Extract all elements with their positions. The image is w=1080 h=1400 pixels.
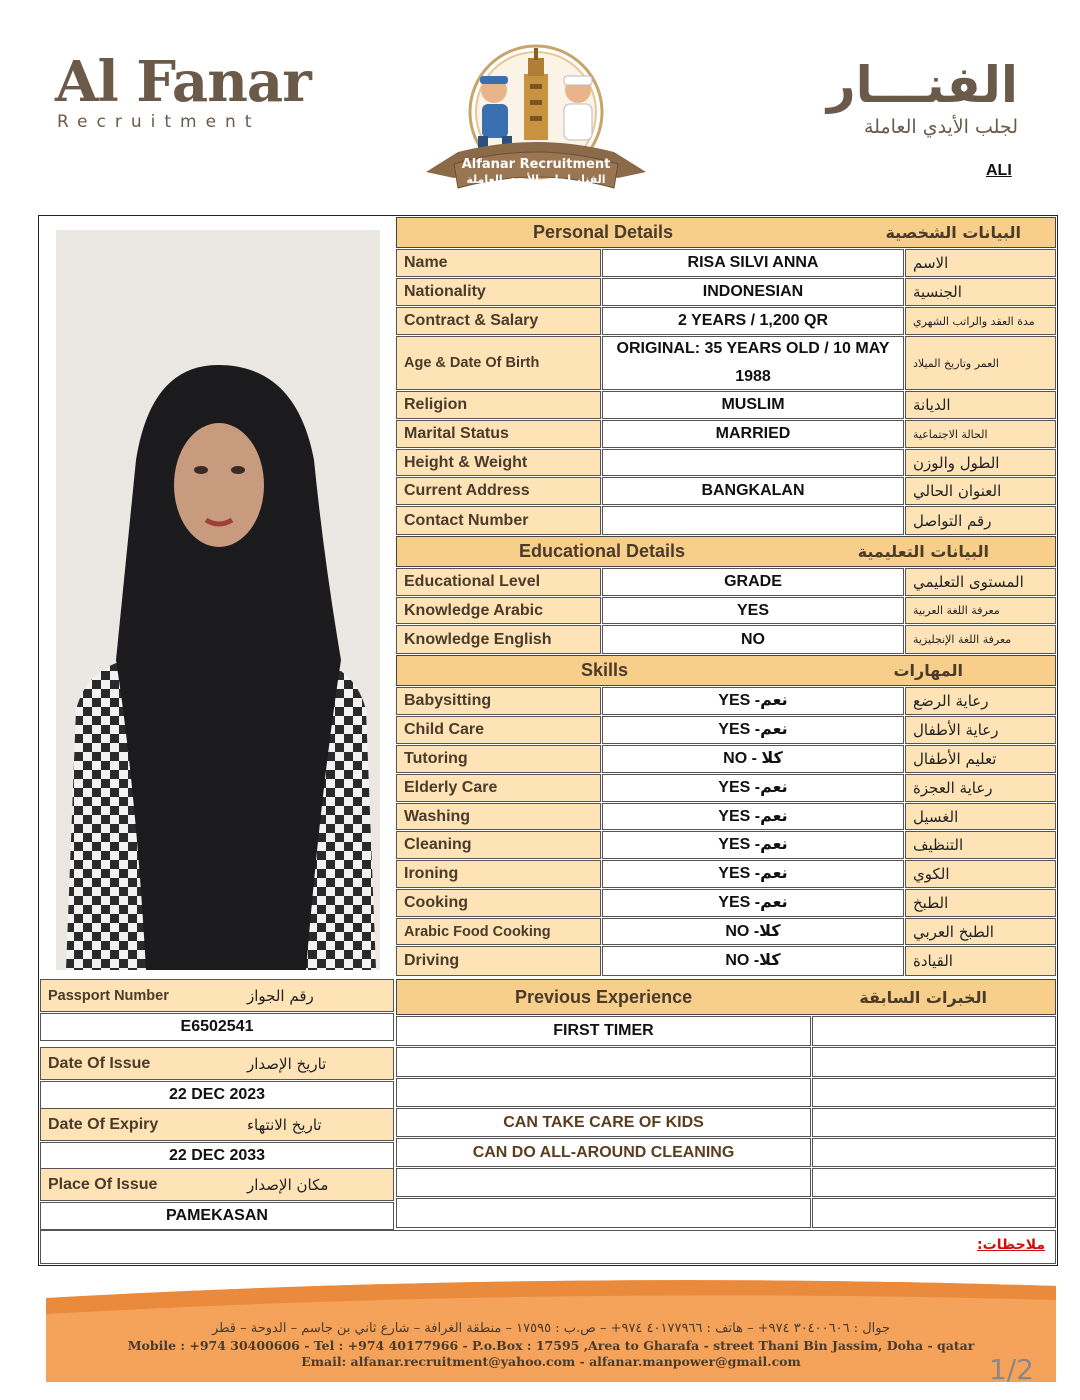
- personal-label: Current Address: [396, 477, 601, 505]
- experience-item: [396, 1168, 811, 1197]
- experience-item-extra: [812, 1016, 1056, 1046]
- experience-item: [396, 1198, 811, 1228]
- personal-label: Height & Weight: [396, 449, 601, 476]
- personal-value: MARRIED: [602, 420, 904, 448]
- skills-label-ar: القيادة: [905, 946, 1056, 976]
- skills-label-ar: الكوي: [905, 860, 1056, 888]
- footer-contact: [46, 1320, 1056, 1370]
- education-value: YES: [602, 597, 904, 624]
- footer: [46, 1270, 1056, 1392]
- skills-label-ar: الغسيل: [905, 803, 1056, 830]
- personal-label: Name: [396, 249, 601, 277]
- experience-title-en: Previous Experience: [515, 986, 693, 1007]
- company-emblem-icon: [418, 40, 654, 210]
- experience-item: CAN DO ALL-AROUND CLEANING: [396, 1138, 811, 1167]
- skills-label-ar: الطبخ العربي: [905, 918, 1056, 945]
- experience-item-extra: [812, 1198, 1056, 1228]
- skills-label-ar: رعاية الأطفال: [905, 716, 1056, 744]
- personal-label: Nationality: [396, 278, 601, 306]
- personal-label: Age & Date Of Birth: [396, 336, 601, 390]
- personal-label-ar: الجنسية: [905, 278, 1056, 306]
- skills-value: NO - كلا: [602, 745, 904, 773]
- footer-email: Email: alfanar.recruitment@yahoo.com - alfanar.manpower@gmail.com: [301, 1354, 801, 1369]
- skills-value: YES -نعم: [602, 803, 904, 830]
- section-header-experience: [396, 979, 1056, 1015]
- logo-arabic-title: الفنـــار: [826, 56, 1018, 114]
- skills-label: Child Care: [396, 716, 601, 744]
- experience-item-extra: [812, 1168, 1056, 1197]
- education-title-en: Educational Details: [519, 541, 686, 561]
- passport-value: 22 DEC 2023: [40, 1081, 394, 1109]
- skills-label: Tutoring: [396, 745, 601, 773]
- personal-value: RISA SILVI ANNA: [602, 249, 904, 277]
- skills-value: YES -نعم: [602, 687, 904, 715]
- agent-tag: ALI: [986, 162, 1012, 179]
- skills-label: Arabic Food Cooking: [396, 918, 601, 945]
- personal-value: 2 YEARS / 1,200 QR: [602, 307, 904, 335]
- person-photo-icon: [56, 230, 380, 970]
- passport-label: Passport Number: [40, 979, 394, 1012]
- candidate-photo: [56, 230, 380, 970]
- passport-label: Date Of Expiry: [40, 1108, 394, 1141]
- passport-label-ar: تاريخ الإصدار: [247, 1054, 327, 1073]
- education-label: Educational Level: [396, 568, 601, 596]
- skills-title-ar: المهارات: [893, 661, 963, 680]
- skills-label: Babysitting: [396, 687, 601, 715]
- footer-contact-ar: جوال : ٣٠٤٠٠٦٠٦ ٩٧٤+ – هاتف : ٤٠١٧٧٩٦٦ ٩٧٤+ – ص.ب : ١٧٥٩٥ – منطقة الغرافة – شارع ثاني بن جاسم – الدوحة – قطر: [211, 1321, 891, 1336]
- education-label-ar: معرفة اللغة العربية: [905, 597, 1056, 624]
- personal-value: [602, 506, 904, 535]
- experience-item-extra: [812, 1108, 1056, 1137]
- passport-label-ar: رقم الجواز: [247, 986, 314, 1005]
- experience-title-ar: الخبرات السابقة: [859, 987, 987, 1007]
- personal-title-ar: البيانات الشخصية: [885, 223, 1021, 242]
- section-header-skills: [396, 655, 1056, 686]
- personal-label-ar: مدة العقد والراتب الشهري: [905, 307, 1056, 335]
- page-number: 1/2: [988, 1353, 1034, 1386]
- skills-label: Elderly Care: [396, 774, 601, 802]
- personal-label-ar: العمر وتاريخ الميلاد: [905, 336, 1056, 390]
- passport-label-ar: مكان الإصدار: [247, 1175, 329, 1194]
- education-label-ar: معرفة اللغة الإنجليزية: [905, 625, 1056, 654]
- experience-item-extra: [812, 1078, 1056, 1107]
- experience-item: [396, 1078, 811, 1107]
- notes-box: [40, 1230, 1056, 1264]
- experience-item: CAN TAKE CARE OF KIDS: [396, 1108, 811, 1137]
- logo-arabic-subtitle: لجلب الأيدي العاملة: [863, 116, 1018, 138]
- skills-value: YES -نعم: [602, 889, 904, 917]
- personal-value: INDONESIAN: [602, 278, 904, 306]
- personal-label-ar: العنوان الحالي: [905, 477, 1056, 505]
- logo-arabic: [827, 56, 1018, 138]
- personal-label-ar: الاسم: [905, 249, 1056, 277]
- skills-label-ar: رعاية العجزة: [905, 774, 1056, 802]
- passport-label: Place Of Issue: [40, 1168, 394, 1201]
- education-label: Knowledge Arabic: [396, 597, 601, 624]
- personal-label-ar: الديانة: [905, 391, 1056, 419]
- passport-value: E6502541: [40, 1013, 394, 1041]
- skills-value: YES -نعم: [602, 860, 904, 888]
- education-label: Knowledge English: [396, 625, 601, 654]
- logo-english: [55, 49, 315, 132]
- personal-label: Contact Number: [396, 506, 601, 535]
- personal-label: Religion: [396, 391, 601, 419]
- personal-label-ar: الطول والوزن: [905, 449, 1056, 476]
- education-label-ar: المستوى التعليمي: [905, 568, 1056, 596]
- skills-label: Ironing: [396, 860, 601, 888]
- personal-label-ar: رقم التواصل: [905, 506, 1056, 535]
- skills-label: Cleaning: [396, 831, 601, 859]
- skills-value: YES -نعم: [602, 774, 904, 802]
- passport-value: 22 DEC 2033: [40, 1142, 394, 1170]
- skills-value: NO -كلا: [602, 918, 904, 945]
- section-header-education: [396, 536, 1056, 567]
- skills-label-ar: التنظيف: [905, 831, 1056, 859]
- passport-label-ar: تاريخ الانتهاء: [247, 1115, 322, 1134]
- logo-english-subtitle: Recruitment: [57, 112, 261, 132]
- education-value: NO: [602, 625, 904, 654]
- experience-item: FIRST TIMER: [396, 1016, 811, 1046]
- notes-label: ملاحظات:: [977, 1237, 1045, 1253]
- personal-label-ar: الحالة الاجتماعية: [905, 420, 1056, 448]
- skills-label: Cooking: [396, 889, 601, 917]
- personal-value: ORIGINAL: 35 YEARS OLD / 10 MAY 1988: [602, 336, 904, 390]
- skills-label-ar: رعاية الرضع: [905, 687, 1056, 715]
- experience-item: [396, 1047, 811, 1077]
- experience-item-extra: [812, 1138, 1056, 1167]
- personal-value: [602, 449, 904, 476]
- footer-contact-en: Mobile : +974 30400606 - Tel : +974 40177966 - P.o.Box : 17595 ,Area to Gharafa - street Thani Bin Jassim, Doha - qatar: [127, 1338, 975, 1353]
- skills-value: YES -نعم: [602, 831, 904, 859]
- personal-label: Contract & Salary: [396, 307, 601, 335]
- experience-item-extra: [812, 1047, 1056, 1077]
- skills-label: Washing: [396, 803, 601, 830]
- personal-title-en: Personal Details: [533, 222, 674, 242]
- personal-value: BANGKALAN: [602, 477, 904, 505]
- skills-label-ar: الطبخ: [905, 889, 1056, 917]
- emblem-text-en: Alfanar Recruitment: [461, 157, 611, 172]
- passport-value: PAMEKASAN: [40, 1202, 394, 1230]
- personal-label: Marital Status: [396, 420, 601, 448]
- education-title-ar: البيانات التعليمية: [857, 542, 989, 561]
- logo-english-title: Al Fanar: [55, 49, 311, 115]
- skills-label-ar: تعليم الأطفال: [905, 745, 1056, 773]
- passport-label: Date Of Issue: [40, 1047, 394, 1080]
- section-header-personal: [396, 217, 1056, 248]
- skills-title-en: Skills: [581, 660, 629, 680]
- education-value: GRADE: [602, 568, 904, 596]
- personal-value: MUSLIM: [602, 391, 904, 419]
- skills-label: Driving: [396, 946, 601, 976]
- skills-value: YES -نعم: [602, 716, 904, 744]
- skills-value: NO -كلا: [602, 946, 904, 976]
- emblem-text-ar: الفنار لجلب الأيدي العاملة: [466, 173, 606, 186]
